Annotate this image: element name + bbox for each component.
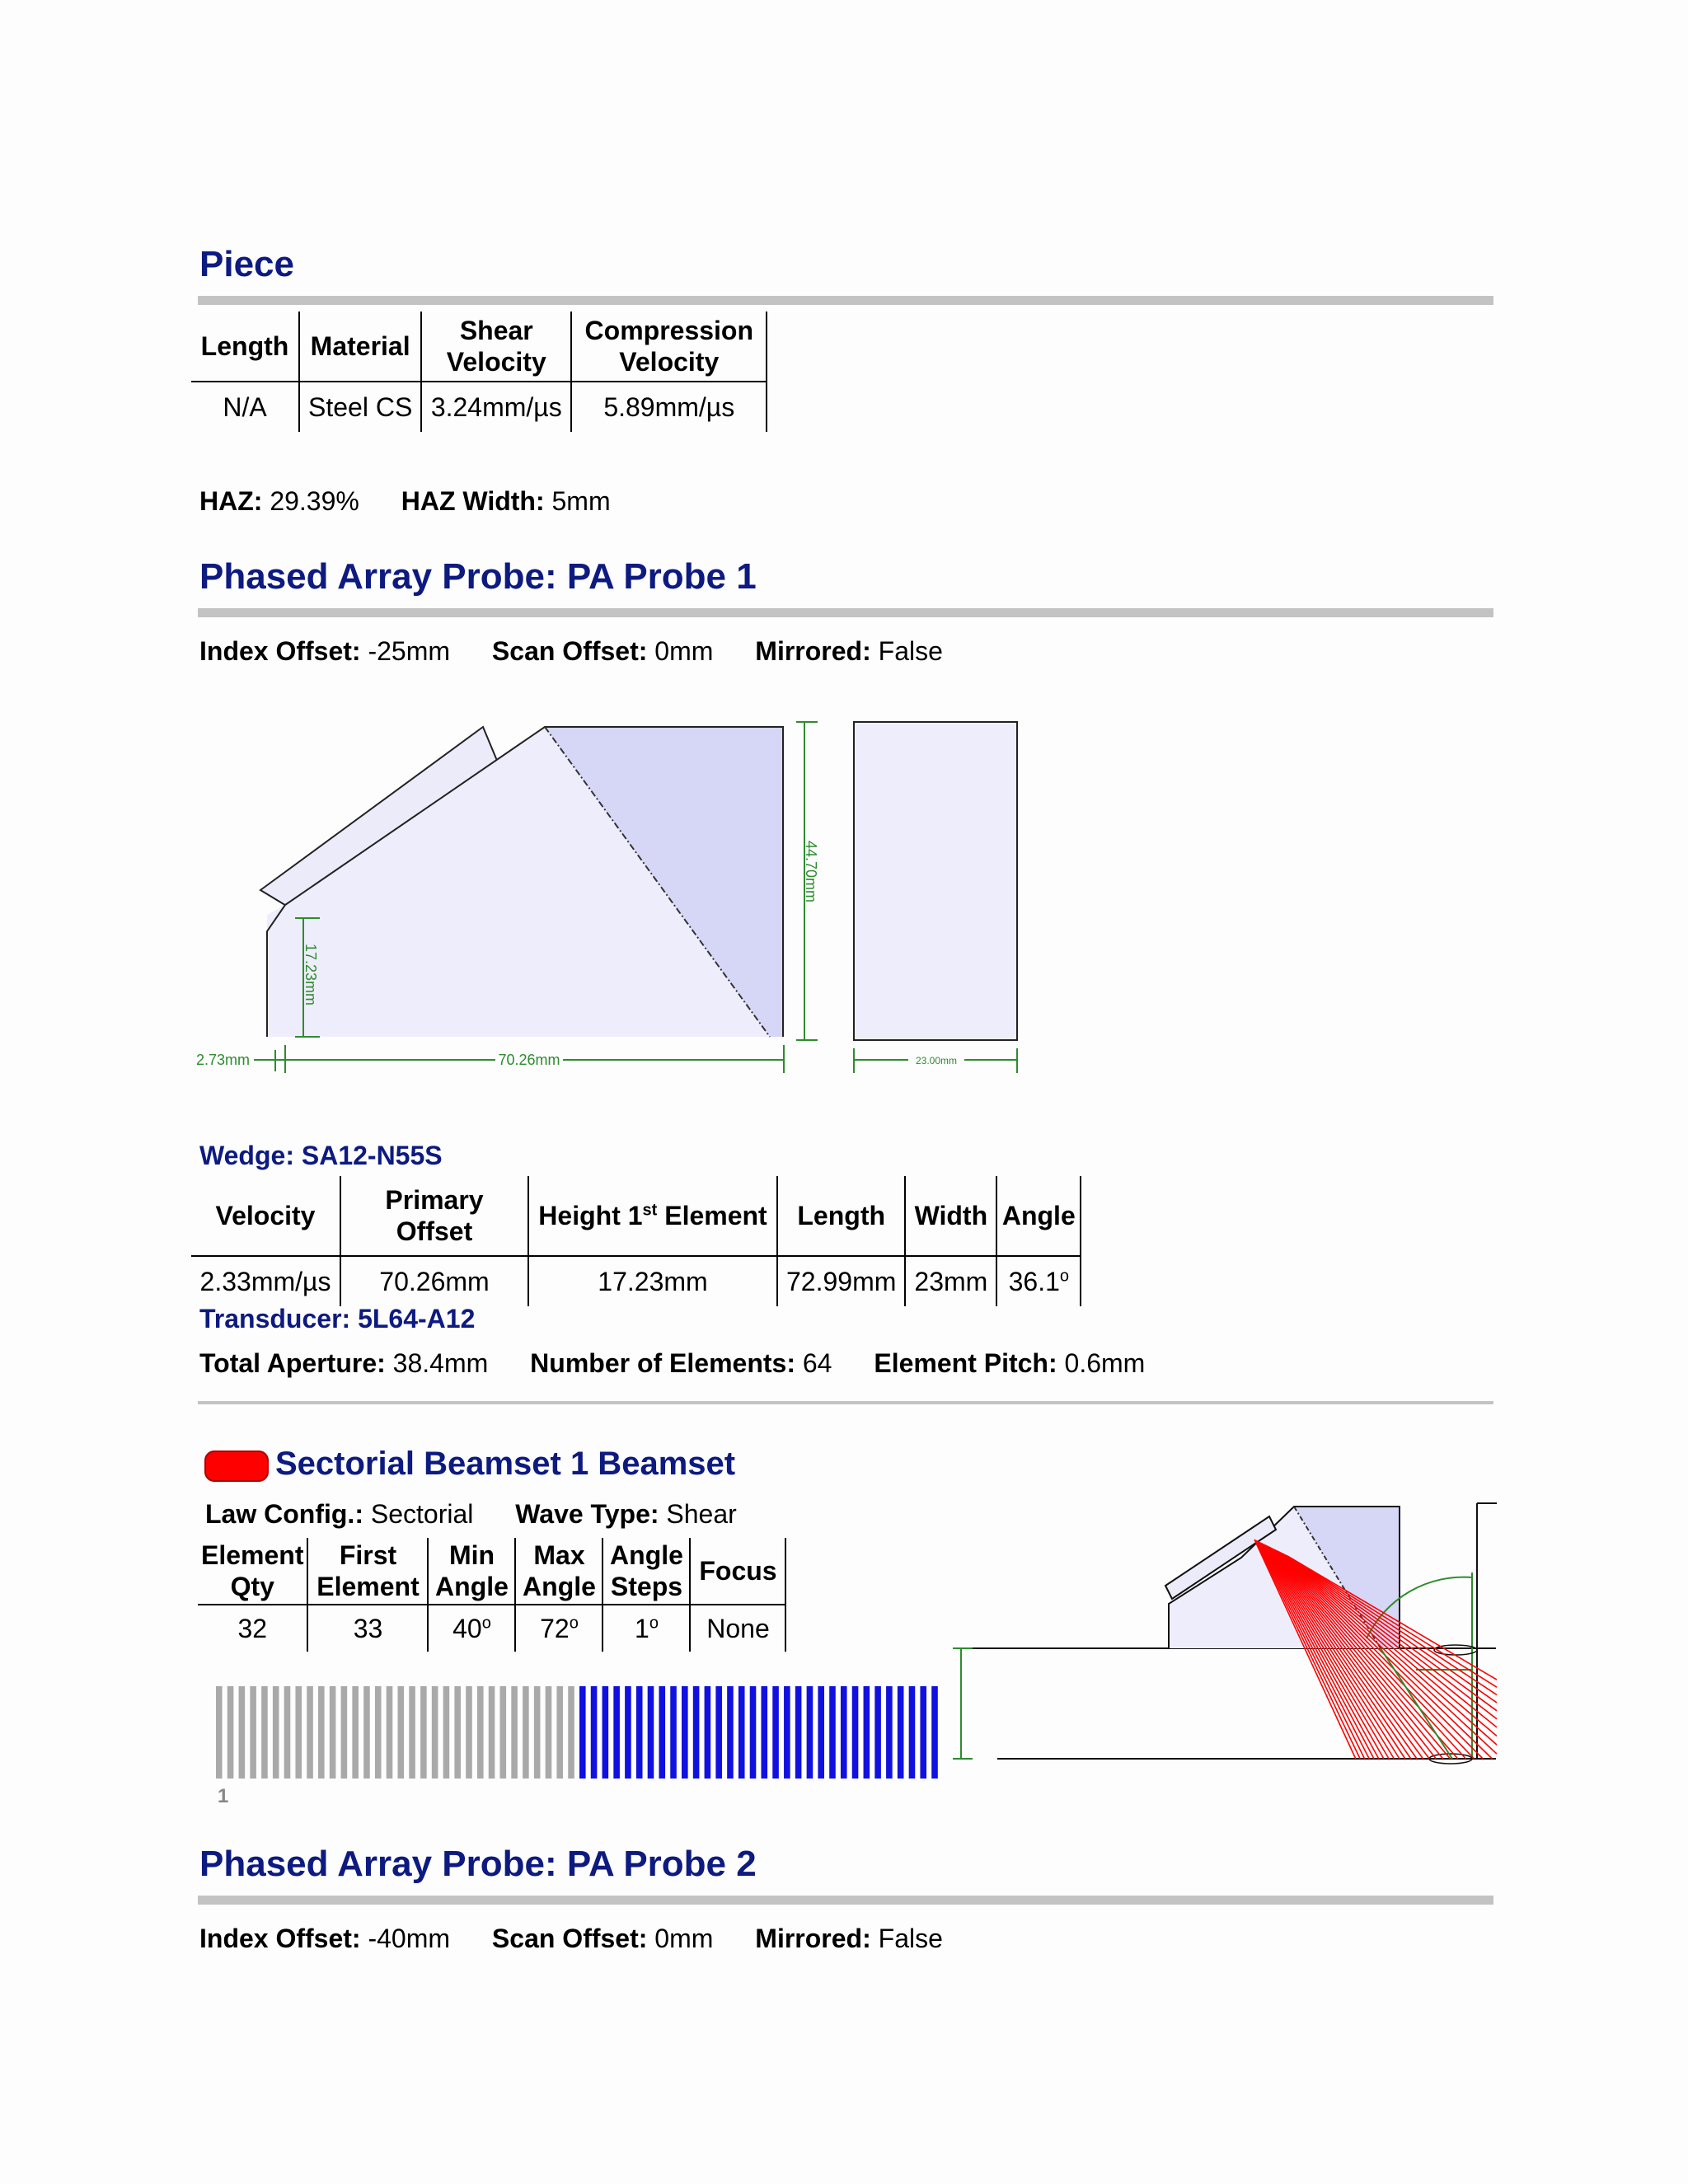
mirrored-label: Mirrored: <box>755 1924 871 1953</box>
active-element <box>898 1686 904 1779</box>
active-element <box>693 1686 700 1779</box>
dimension-left-label: 2.73mm <box>196 1052 251 1068</box>
inactive-element <box>398 1686 405 1779</box>
number-of-elements-label: Number of Elements: <box>530 1348 795 1378</box>
cell-primary-offset: 70.26mm <box>340 1256 528 1306</box>
element-index-label: 1 <box>218 1785 229 1807</box>
inactive-element <box>546 1686 552 1779</box>
active-element <box>762 1686 768 1779</box>
index-offset-label: Index Offset: <box>199 636 361 666</box>
index-offset-label: Index Offset: <box>199 1924 361 1953</box>
transducer-title: Transducer: 5L64-A12 <box>199 1304 476 1333</box>
inactive-element <box>568 1686 574 1779</box>
inactive-element <box>363 1686 370 1779</box>
section-divider <box>198 1401 1493 1404</box>
total-aperture-value: 38.4mm <box>392 1348 489 1378</box>
inactive-element <box>466 1686 472 1779</box>
inactive-element <box>523 1686 529 1779</box>
inactive-element <box>409 1686 415 1779</box>
dimension-height-label: 44.70mm <box>803 841 819 903</box>
active-element <box>795 1686 802 1779</box>
index-offset-value: -40mm <box>368 1924 451 1953</box>
active-element <box>841 1686 847 1779</box>
wave-type-value: Shear <box>666 1499 737 1529</box>
active-element <box>659 1686 665 1779</box>
wave-type-label: Wave Type: <box>515 1499 659 1529</box>
table-header-row <box>198 1538 785 1605</box>
inactive-element <box>420 1686 427 1779</box>
header-first-element: First Element <box>307 1538 428 1605</box>
inactive-element <box>387 1686 393 1779</box>
active-element <box>772 1686 779 1779</box>
total-aperture-label: Total Aperture: <box>199 1348 386 1378</box>
inactive-element <box>227 1686 234 1779</box>
cell-min-angle: 40$^o$ <box>428 1605 515 1652</box>
header-max-angle: Max Angle <box>515 1538 603 1605</box>
header-element-qty: Element Qty <box>201 1540 304 1601</box>
header-width: Width <box>905 1176 996 1256</box>
header-length: Length <box>777 1176 905 1256</box>
active-element <box>864 1686 870 1779</box>
active-element <box>625 1686 631 1779</box>
inactive-element <box>556 1686 563 1779</box>
probe2-title: Phased Array Probe: PA Probe 2 <box>199 1844 757 1884</box>
cell-first-element: 33 <box>307 1605 428 1652</box>
active-element <box>603 1686 609 1779</box>
cell-focus: None <box>690 1605 785 1652</box>
scan-offset-value: 0mm <box>654 636 714 666</box>
cell-length: 72.99mm <box>777 1256 905 1306</box>
inactive-element <box>330 1686 336 1779</box>
scan-offset-label: Scan Offset: <box>491 1924 648 1953</box>
inactive-element <box>432 1686 438 1779</box>
inactive-element <box>250 1686 256 1779</box>
header-focus: Focus <box>690 1538 785 1605</box>
cell-shear-velocity: 3.24mm/µs <box>421 382 571 432</box>
wedge-side-view <box>854 722 1017 1040</box>
active-element <box>670 1686 677 1779</box>
cell-max-angle: 72$^o$ <box>515 1605 603 1652</box>
scan-offset-label: Scan Offset: <box>491 636 648 666</box>
law-config-value: Sectorial <box>370 1499 474 1529</box>
dimension-length-label: 70.26mm <box>498 1052 560 1068</box>
cell-element-qty: 32 <box>198 1605 307 1652</box>
dimension-width-label: 23.00mm <box>915 1055 958 1066</box>
element-pitch-value: 0.6mm <box>1064 1348 1146 1378</box>
cell-height-first-element: 17.23mm <box>528 1256 777 1306</box>
active-element <box>818 1686 824 1779</box>
thickness-dimension <box>953 1648 973 1759</box>
inactive-element <box>341 1686 348 1779</box>
header-angle-steps: Angle Steps <box>603 1538 690 1605</box>
inactive-element <box>318 1686 325 1779</box>
active-element <box>579 1686 586 1779</box>
index-offset-value: -25mm <box>368 636 451 666</box>
beam-coverage-drawing <box>948 1498 1497 1770</box>
active-element <box>715 1686 722 1779</box>
active-element <box>784 1686 790 1779</box>
inactive-element <box>534 1686 541 1779</box>
table-header-row <box>191 1176 1081 1256</box>
inactive-element <box>454 1686 461 1779</box>
element-pitch-label: Element Pitch: <box>874 1348 1057 1378</box>
probe1-offsets-line <box>199 636 943 667</box>
active-element <box>852 1686 859 1779</box>
cell-compression-velocity: 5.89mm/µs <box>571 382 767 432</box>
inactive-element <box>477 1686 484 1779</box>
header-velocity: Velocity <box>215 1201 316 1230</box>
haz-line <box>199 486 611 517</box>
table-row <box>191 382 767 432</box>
haz-width-label: HAZ Width: <box>401 486 545 516</box>
active-element <box>705 1686 711 1779</box>
cell-material: Steel CS <box>299 382 421 432</box>
inactive-element <box>239 1686 246 1779</box>
cell-angle-steps: 1$^o$ <box>603 1605 690 1652</box>
header-min-angle: Min Angle <box>428 1538 515 1605</box>
beamset-config-line <box>205 1499 737 1530</box>
wedge-table <box>191 1176 1081 1306</box>
scan-offset-value: 0mm <box>654 1924 714 1953</box>
header-height-first-element: Height 1st Element <box>528 1176 777 1256</box>
inactive-element <box>375 1686 382 1779</box>
haz-width-value: 5mm <box>551 486 611 516</box>
header-compression-velocity: Compression Velocity <box>571 312 767 382</box>
active-element <box>931 1686 938 1779</box>
header-shear-velocity: Shear Velocity <box>421 312 571 382</box>
active-element <box>886 1686 893 1779</box>
active-element <box>738 1686 745 1779</box>
dimension-length <box>195 1045 784 1073</box>
active-element <box>829 1686 836 1779</box>
beamset-color-swatch <box>204 1451 269 1482</box>
inactive-element <box>443 1686 450 1779</box>
inactive-element <box>295 1686 302 1779</box>
mirrored-value: False <box>878 1924 943 1953</box>
table-row <box>191 1256 1081 1306</box>
active-element <box>591 1686 598 1779</box>
inactive-element <box>307 1686 313 1779</box>
mirrored-value: False <box>878 636 943 666</box>
header-angle: Angle <box>996 1176 1081 1256</box>
inactive-element <box>489 1686 495 1779</box>
haz-value: 29.39% <box>270 486 359 516</box>
inactive-element <box>261 1686 268 1779</box>
active-element <box>750 1686 757 1779</box>
dimension-element-height-label: 17.23mm <box>302 944 319 1006</box>
section-divider <box>198 608 1493 617</box>
inactive-element <box>284 1686 291 1779</box>
piece-title: Piece <box>199 244 294 284</box>
active-element <box>613 1686 620 1779</box>
header-primary-offset: Primary Offset <box>340 1176 528 1256</box>
wedge-drawing <box>195 709 1035 1080</box>
inactive-element <box>511 1686 518 1779</box>
law-config-label: Law Config.: <box>205 1499 363 1529</box>
cell-velocity: 2.33mm/µs <box>191 1256 340 1306</box>
active-element <box>920 1686 926 1779</box>
header-material: Material <box>299 312 421 382</box>
beamset-table <box>198 1538 786 1652</box>
active-element <box>874 1686 881 1779</box>
active-element <box>636 1686 643 1779</box>
table-header-row <box>191 312 767 382</box>
probe1-title: Phased Array Probe: PA Probe 1 <box>199 556 757 597</box>
cell-length: N/A <box>191 382 299 432</box>
table-row <box>198 1605 785 1652</box>
inactive-element <box>216 1686 223 1779</box>
header-length: Length <box>200 331 289 361</box>
inactive-element <box>273 1686 279 1779</box>
transducer-line <box>199 1348 1145 1379</box>
active-element <box>682 1686 688 1779</box>
mirrored-label: Mirrored: <box>755 636 871 666</box>
active-element <box>727 1686 734 1779</box>
wedge-title: Wedge: SA12-N55S <box>199 1141 443 1170</box>
section-divider <box>198 1896 1493 1905</box>
active-element <box>909 1686 916 1779</box>
haz-label: HAZ: <box>199 486 263 516</box>
active-element <box>807 1686 814 1779</box>
cell-angle: 36.1$^o$ <box>996 1256 1081 1306</box>
element-array <box>216 1686 943 1785</box>
active-element <box>648 1686 654 1779</box>
inactive-element <box>352 1686 359 1779</box>
number-of-elements-value: 64 <box>802 1348 832 1378</box>
section-divider <box>198 296 1493 305</box>
inactive-element <box>500 1686 507 1779</box>
beamset-title: Sectorial Beamset 1 Beamset <box>275 1446 736 1482</box>
probe2-offsets-line <box>199 1924 943 1954</box>
piece-table <box>191 312 767 432</box>
cell-width: 23mm <box>905 1256 996 1306</box>
